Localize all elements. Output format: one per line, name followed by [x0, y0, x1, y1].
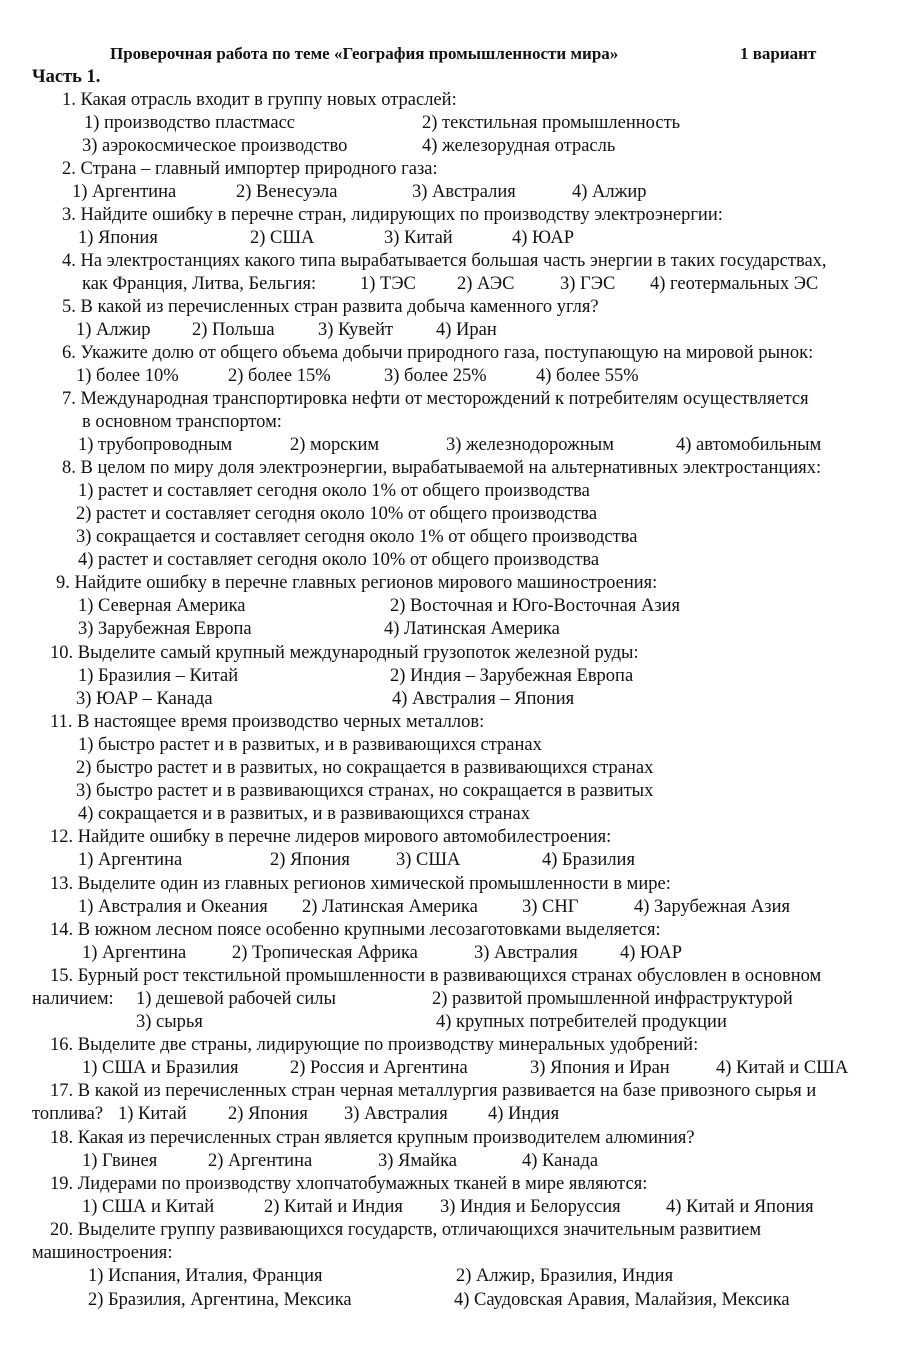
question-19: 19. Лидерами по производству хлопчатобумажных тканей в мире являются: — [50, 1174, 648, 1194]
q7-option-1: 1) трубопроводным — [78, 435, 233, 455]
question-18: 18. Какая из перечисленных стран является крупным производителем алюминия? — [50, 1128, 695, 1148]
q14-option-3: 3) Австралия — [474, 943, 578, 963]
q1-option-1: 1) производство пластмасс — [84, 113, 296, 133]
question-6: 6. Укажите долю от общего объема добычи природного газа, поступающую на мировой рынок: — [62, 343, 814, 363]
q18-option-1: 1) Гвинея — [82, 1151, 158, 1171]
q19-option-4: 4) Китай и Япония — [666, 1197, 814, 1217]
q13-option-1: 1) Австралия и Океания — [78, 897, 268, 917]
q4-option-2: 2) АЭС — [457, 274, 515, 294]
q16-option-1: 1) США и Бразилия — [82, 1058, 239, 1078]
q4-option-1: 1) ТЭС — [360, 274, 416, 294]
question-15: 15. Бурный рост текстильной промышленности в развивающихся странах обусловлен в основном — [50, 966, 822, 986]
question-4-cont: как Франция, Литва, Бельгия: — [82, 274, 317, 294]
q12-option-4: 4) Бразилия — [542, 850, 635, 870]
q13-option-4: 4) Зарубежная Азия — [634, 897, 791, 917]
q18-option-3: 3) Ямайка — [378, 1151, 457, 1171]
question-8: 8. В целом по миру доля электроэнергии, вырабатываемой на альтернативных электростанциях: — [62, 458, 822, 478]
q15-option-2: 2) развитой промышленной инфраструктурой — [432, 989, 793, 1009]
q6-option-1: 1) более 10% — [76, 366, 179, 386]
q6-option-4: 4) более 55% — [536, 366, 639, 386]
q12-option-1: 1) Аргентина — [78, 850, 183, 870]
q2-option-4: 4) Алжир — [572, 182, 647, 202]
q9-option-3: 3) Зарубежная Европа — [78, 619, 252, 639]
q9-option-1: 1) Северная Америка — [78, 596, 246, 616]
variant-label: 1 вариант — [740, 44, 817, 63]
q1-option-4: 4) железорудная отрасль — [422, 136, 616, 156]
q8-option-2: 2) растет и составляет сегодня около 10% от общего производства — [76, 504, 598, 524]
question-15-cont: наличием: — [32, 989, 114, 1009]
q17-option-3: 3) Австралия — [344, 1104, 448, 1124]
q3-option-1: 1) Япония — [78, 228, 158, 248]
q5-option-4: 4) Иран — [436, 320, 497, 340]
question-10: 10. Выделите самый крупный международный грузопоток железной руды: — [50, 643, 639, 663]
question-16: 16. Выделите две страны, лидирующие по производству минеральных удобрений: — [50, 1035, 699, 1055]
q14-option-1: 1) Аргентина — [82, 943, 187, 963]
q5-option-1: 1) Алжир — [76, 320, 151, 340]
q3-option-2: 2) США — [250, 228, 315, 248]
question-13: 13. Выделите один из главных регионов химической промышленности в мире: — [50, 874, 671, 894]
q13-option-2: 2) Латинская Америка — [302, 897, 478, 917]
q9-option-2: 2) Восточная и Юго-Восточная Азия — [390, 596, 681, 616]
q16-option-4: 4) Китай и США — [716, 1058, 849, 1078]
q13-option-3: 3) СНГ — [522, 897, 579, 917]
question-11: 11. В настоящее время производство черных металлов: — [50, 712, 485, 732]
question-7: 7. Международная транспортировка нефти от месторождений к потребителям осуществляется — [62, 389, 809, 409]
q10-option-4: 4) Австралия – Япония — [392, 689, 575, 709]
q14-option-2: 2) Тропическая Африка — [232, 943, 418, 963]
q19-option-2: 2) Китай и Индия — [264, 1197, 403, 1217]
q2-option-1: 1) Аргентина — [72, 182, 177, 202]
q10-option-3: 3) ЮАР – Канада — [76, 689, 213, 709]
q6-option-3: 3) более 25% — [384, 366, 487, 386]
q4-option-3: 3) ГЭС — [560, 274, 616, 294]
q20-option-2: 2) Алжир, Бразилия, Индия — [456, 1266, 674, 1286]
q9-option-4: 4) Латинская Америка — [384, 619, 560, 639]
q2-option-2: 2) Венесуэла — [236, 182, 338, 202]
question-9: 9. Найдите ошибку в перечне главных регионов мирового машиностроения: — [56, 573, 658, 593]
q8-option-1: 1) растет и составляет сегодня около 1% от общего производства — [78, 481, 590, 501]
q11-option-3: 3) быстро растет и в развивающихся странах, но сокращается в развитых — [76, 781, 654, 801]
q5-option-2: 2) Польша — [192, 320, 275, 340]
q20-option-4: 4) Саудовская Аравия, Малайзия, Мексика — [454, 1290, 790, 1310]
q11-option-2: 2) быстро растет и в развитых, но сокращается в развивающихся странах — [76, 758, 654, 778]
q12-option-3: 3) США — [396, 850, 461, 870]
q5-option-3: 3) Кувейт — [318, 320, 394, 340]
q20-option-1: 1) Испания, Италия, Франция — [88, 1266, 323, 1286]
question-17: 17. В какой из перечисленных стран черная металлургия развивается на базе привозного сырья и — [50, 1081, 817, 1101]
q18-option-4: 4) Канада — [522, 1151, 599, 1171]
q7-option-3: 3) железнодорожным — [446, 435, 614, 455]
q18-option-2: 2) Аргентина — [208, 1151, 313, 1171]
q7-option-4: 4) автомобильным — [676, 435, 822, 455]
q17-option-2: 2) Япония — [228, 1104, 308, 1124]
q2-option-3: 3) Австралия — [412, 182, 516, 202]
q15-option-4: 4) крупных потребителей продукции — [436, 1012, 727, 1032]
q1-option-2: 2) текстильная промышленность — [422, 113, 681, 133]
q10-option-1: 1) Бразилия – Китай — [78, 666, 239, 686]
q17-option-4: 4) Индия — [488, 1104, 560, 1124]
q16-option-3: 3) Япония и Иран — [530, 1058, 670, 1078]
question-7-cont: в основном транспортом: — [82, 412, 282, 432]
q16-option-2: 2) Россия и Аргентина — [290, 1058, 468, 1078]
q12-option-2: 2) Япония — [270, 850, 350, 870]
question-20: 20. Выделите группу развивающихся государств, отличающихся значительным развитием — [50, 1220, 762, 1240]
question-2: 2. Страна – главный импортер природного газа: — [62, 159, 438, 179]
q14-option-4: 4) ЮАР — [620, 943, 682, 963]
q8-option-4: 4) растет и составляет сегодня около 10% от общего производства — [78, 550, 600, 570]
q11-option-4: 4) сокращается и в развитых, и в развивающихся странах — [78, 804, 530, 824]
q3-option-4: 4) ЮАР — [512, 228, 574, 248]
q4-option-4: 4) геотермальных ЭС — [650, 274, 819, 294]
question-1: 1. Какая отрасль входит в группу новых отраслей: — [62, 90, 457, 110]
q6-option-2: 2) более 15% — [228, 366, 331, 386]
question-3: 3. Найдите ошибку в перечне стран, лидирующих по производству электроэнергии: — [62, 205, 723, 225]
question-14: 14. В южном лесном поясе особенно крупными лесозаготовками выделяется: — [50, 920, 661, 940]
page-title: Проверочная работа по теме «География промышленности мира» — [110, 44, 619, 63]
q20-option-3: 2) Бразилия, Аргентина, Мексика — [88, 1290, 352, 1310]
part-heading: Часть 1. — [32, 67, 101, 87]
q15-option-3: 3) сырья — [136, 1012, 203, 1032]
question-17-cont: топлива? — [32, 1104, 104, 1124]
question-5: 5. В какой из перечисленных стран развита добыча каменного угля? — [62, 297, 599, 317]
q19-option-3: 3) Индия и Белоруссия — [440, 1197, 621, 1217]
q10-option-2: 2) Индия – Зарубежная Европа — [390, 666, 634, 686]
q17-option-1: 1) Китай — [118, 1104, 187, 1124]
q1-option-3: 3) аэрокосмическое производство — [82, 136, 348, 156]
q11-option-1: 1) быстро растет и в развитых, и в развивающихся странах — [78, 735, 542, 755]
q7-option-2: 2) морским — [290, 435, 380, 455]
q8-option-3: 3) сокращается и составляет сегодня около 1% от общего производства — [76, 527, 638, 547]
question-20-cont: машиностроения: — [32, 1243, 173, 1263]
q3-option-3: 3) Китай — [384, 228, 453, 248]
q19-option-1: 1) США и Китай — [82, 1197, 215, 1217]
question-12: 12. Найдите ошибку в перечне лидеров мирового автомобилестроения: — [50, 827, 612, 847]
question-4: 4. На электростанциях какого типа вырабатывается большая часть энергии в таких государствах, — [62, 251, 827, 271]
q15-option-1: 1) дешевой рабочей силы — [136, 989, 336, 1009]
